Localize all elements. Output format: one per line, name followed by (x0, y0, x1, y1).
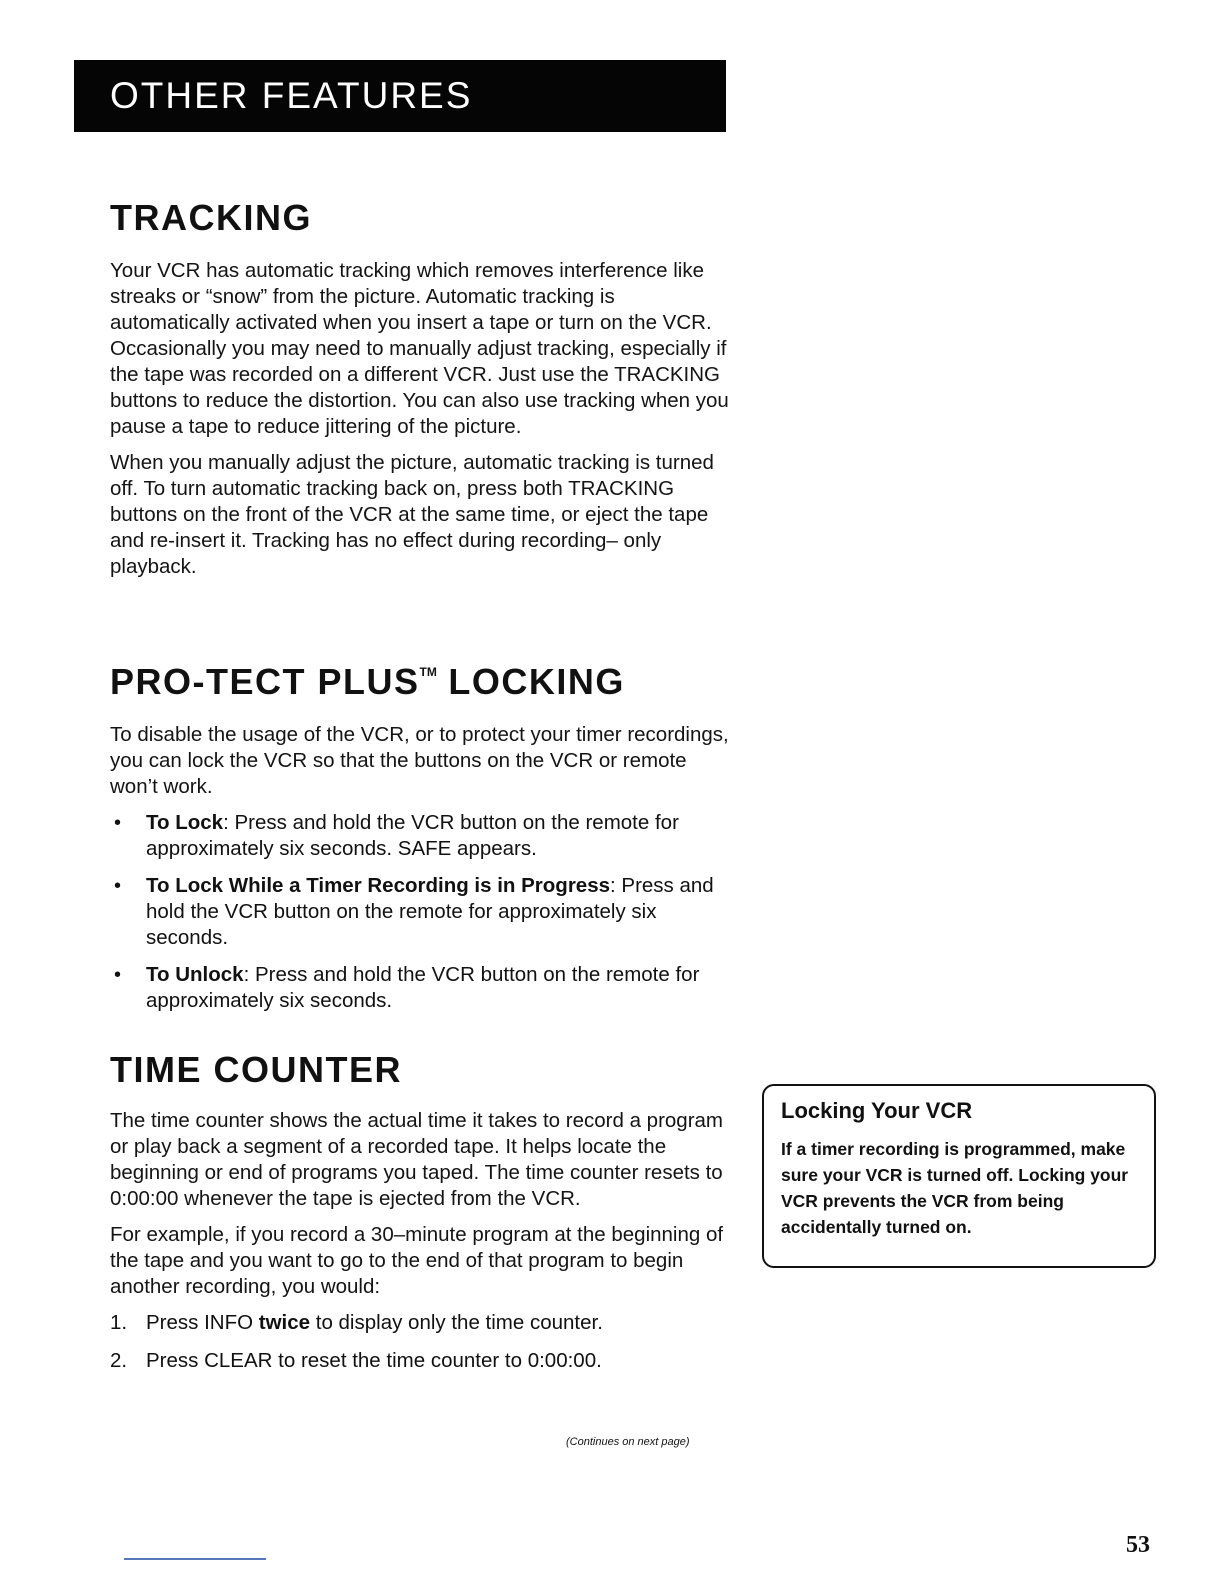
bullet-label: To Unlock (146, 963, 244, 986)
section-banner: OTHER FEATURES (74, 60, 726, 132)
protect-heading (110, 652, 730, 702)
step-text: Press CLEAR to reset the time counter to 0:00:00. (146, 1349, 602, 1372)
tracking-section (110, 198, 730, 580)
continues-note: (Continues on next page) (566, 1436, 690, 1448)
protect-heading-tail: LOCKING (436, 661, 625, 702)
list-item (110, 1348, 730, 1374)
bullet-text: : Press and hold the VCR button on the remote for approximately six seconds. (146, 963, 700, 1012)
time-counter-paragraph-1: The time counter shows the actual time it takes to record a program or play back a segment of a recorded tape. It helps locate the beginning or end of programs you taped. The time counter resets to 0:00:00 whenever the tape is ejected from the VCR. (110, 1109, 723, 1210)
step-number: 2. (110, 1349, 128, 1372)
page-number: 53 (1126, 1532, 1150, 1558)
locking-tip-box (762, 1084, 1156, 1268)
bullet-icon: • (114, 875, 122, 897)
trademark-mark: TM (419, 665, 437, 679)
tracking-paragraph-1: Your VCR has automatic tracking which removes interference like streaks or “snow” from the picture. Automatic tracking is automatically activated when you insert a tape or turn on the VCR. Occasionally you may need to manually adjust tracking, especially if the tape was recorded on a different VCR. Just use the TRACKING buttons to reduce the distortion. You can also use tracking when you pause a tape to reduce jittering of the picture. (110, 259, 729, 438)
lock-instructions-list (110, 810, 730, 1014)
time-counter-steps (110, 1310, 730, 1374)
protect-intro: To disable the usage of the VCR, or to protect your timer recordings, you can lock the VCR so that the buttons on the VCR or remote won’t work. (110, 723, 729, 798)
list-item (110, 810, 730, 862)
list-item (110, 1310, 730, 1336)
step-text-end: to display only the time counter. (310, 1311, 603, 1334)
tracking-heading: TRACKING (110, 197, 312, 238)
bullet-icon: • (114, 964, 122, 986)
tracking-paragraph-2: When you manually adjust the picture, automatic tracking is turned off. To turn automatic tracking back on, press both TRACKING buttons on the front of the VCR at the same time, or eject the tape and re-insert it. Tracking has no effect during recording– only playback. (110, 451, 714, 578)
scan-artifact-line (124, 1558, 266, 1560)
time-counter-section (110, 1050, 730, 1386)
step-emphasis: twice (258, 1311, 311, 1334)
tip-body: If a timer recording is programmed, make sure your VCR is turned off. Locking your VCR prevents the VCR from being accidentally turned on. (781, 1139, 1129, 1237)
step-text: Press INFO (146, 1311, 259, 1334)
protect-section (110, 652, 730, 1025)
time-counter-heading: TIME COUNTER (110, 1049, 402, 1090)
step-number: 1. (110, 1311, 128, 1334)
list-item (110, 873, 730, 951)
bullet-label: To Lock While a Timer Recording is in Progress (146, 874, 611, 897)
bullet-label: To Lock (146, 811, 224, 834)
protect-heading-main: PRO-TECT PLUS (110, 661, 420, 702)
list-item (110, 962, 730, 1014)
time-counter-paragraph-2: For example, if you record a 30–minute program at the beginning of the tape and you want to go to the end of that program to begin another recording, you would: (110, 1223, 724, 1298)
bullet-icon: • (114, 812, 122, 834)
tip-title: Locking Your VCR (781, 1098, 973, 1123)
bullet-text: : Press and hold the VCR button on the remote for approximately six seconds. (146, 874, 714, 949)
bullet-text: : Press and hold the VCR button on the remote for approximately six seconds. SAFE appears. (146, 811, 679, 860)
